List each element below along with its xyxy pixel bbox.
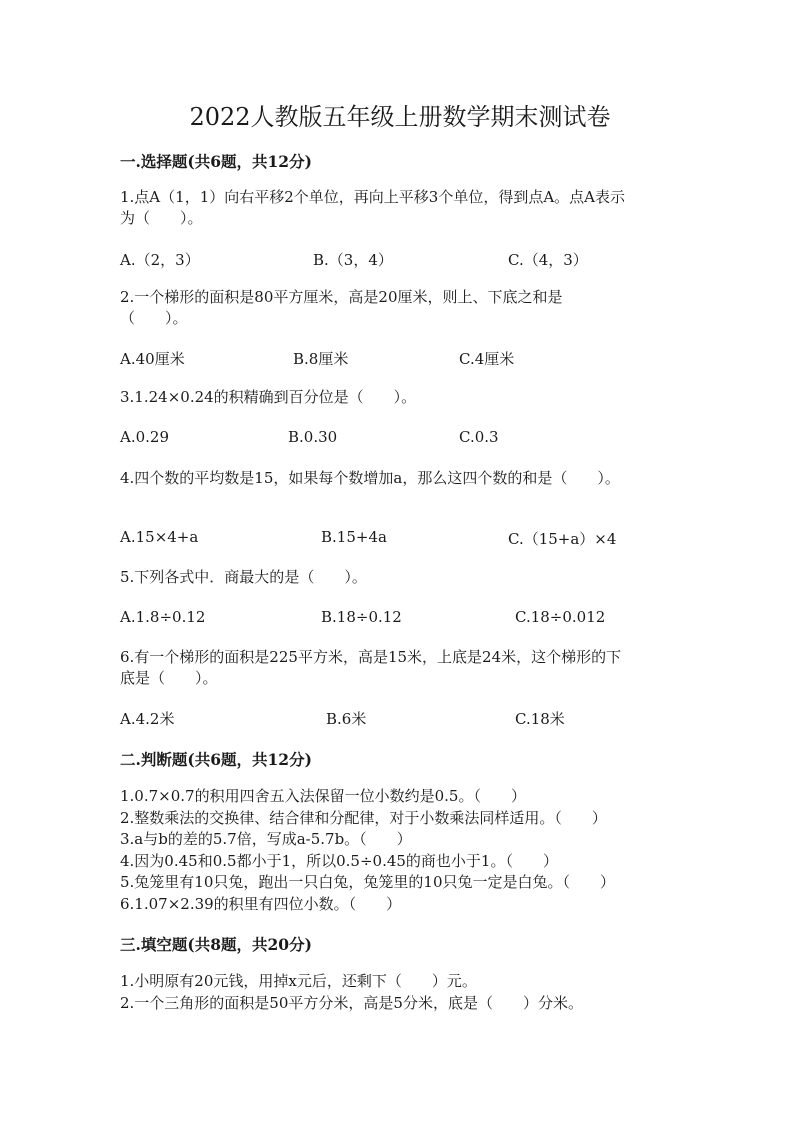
option-c: C.（4，3） <box>508 251 588 269</box>
question-text-line: 4.四个数的平均数是15，如果每个数增加a，那么这四个数的和是（ ）。 <box>120 469 620 487</box>
question-text-line: （ ）。 <box>120 309 188 327</box>
page-title: 2022人教版五年级上册数学期末测试卷 <box>189 103 611 131</box>
judge-item: 4.因为0.45和0.5都小于1，所以0.5÷0.45的商也小于1。（ ） <box>120 851 558 870</box>
option-a: A.（2，3） <box>120 251 200 269</box>
judge-item: 2.整数乘法的交换律、结合律和分配律，对于小数乘法同样适用。（ ） <box>120 808 607 827</box>
option-b: B.18÷0.12 <box>321 608 402 626</box>
judge-item: 3.a与b的差的5.7倍，写成a-5.7b。（ ） <box>120 830 412 848</box>
judge-item: 1.0.7×0.7的积用四舍五入法保留一位小数约是0.5。（ ） <box>120 787 526 805</box>
question-6 <box>120 647 621 689</box>
question-text-line: 1.点A（1，1）向右平移2个单位，再向上平移3个单位，得到点A。点A表示 <box>120 188 625 206</box>
option-b: B.6米 <box>326 710 367 728</box>
section-heading-fill: 三.填空题(共8题，共20分) <box>120 935 312 954</box>
question-text-line: 6.有一个梯形的面积是225平方米，高是15米，上底是24米，这个梯形的下 <box>120 648 622 666</box>
option-b: B.15+4a <box>321 528 387 546</box>
option-c: C.0.3 <box>459 428 499 446</box>
question-3 <box>120 387 416 408</box>
question-2 <box>120 287 563 329</box>
judge-item: 6.1.07×2.39的积里有四位小数。（ ） <box>120 894 402 913</box>
option-b: B.8厘米 <box>293 350 349 368</box>
question-4 <box>120 468 620 489</box>
option-c: C.18÷0.012 <box>515 608 606 626</box>
option-b: B.（3，4） <box>313 251 393 269</box>
judge-item: 5.兔笼里有10只兔，跑出一只白兔，兔笼里的10只兔一定是白兔。（ ） <box>120 873 615 891</box>
option-a: A.4.2米 <box>120 710 175 728</box>
question-text-line: 底是（ ）。 <box>120 669 218 687</box>
option-a: A.0.29 <box>120 428 169 446</box>
fill-item: 2.一个三角形的面积是50平方分米，高是5分米，底是（ ）分米。 <box>120 993 583 1012</box>
option-c: C.（15+a）×4 <box>508 530 617 548</box>
option-a: A.40厘米 <box>120 350 185 368</box>
option-a: A.1.8÷0.12 <box>120 608 206 626</box>
option-a: A.15×4+a <box>120 528 199 546</box>
question-text-line: 3.1.24×0.24的积精确到百分位是（ ）。 <box>120 388 417 406</box>
question-1 <box>120 187 625 229</box>
option-c: C.4厘米 <box>459 350 515 368</box>
option-b: B.0.30 <box>288 428 338 446</box>
section-heading-judge: 二.判断题(共6题，共12分) <box>120 750 312 769</box>
fill-item: 1.小明原有20元钱，用掉x元后，还剩下（ ）元。 <box>120 972 477 990</box>
question-text-line: 为（ ）。 <box>120 209 203 227</box>
judge-list <box>120 786 615 915</box>
question-text-line: 5.下列各式中．商最大的是（ ）。 <box>120 568 367 586</box>
option-c: C.18米 <box>515 710 565 728</box>
question-5 <box>120 567 367 588</box>
question-text-line: 2.一个梯形的面积是80平方厘米，高是20厘米，则上、下底之和是 <box>120 288 563 306</box>
section-heading-choice: 一.选择题(共6题，共12分) <box>120 152 312 171</box>
fill-list <box>120 971 583 1014</box>
